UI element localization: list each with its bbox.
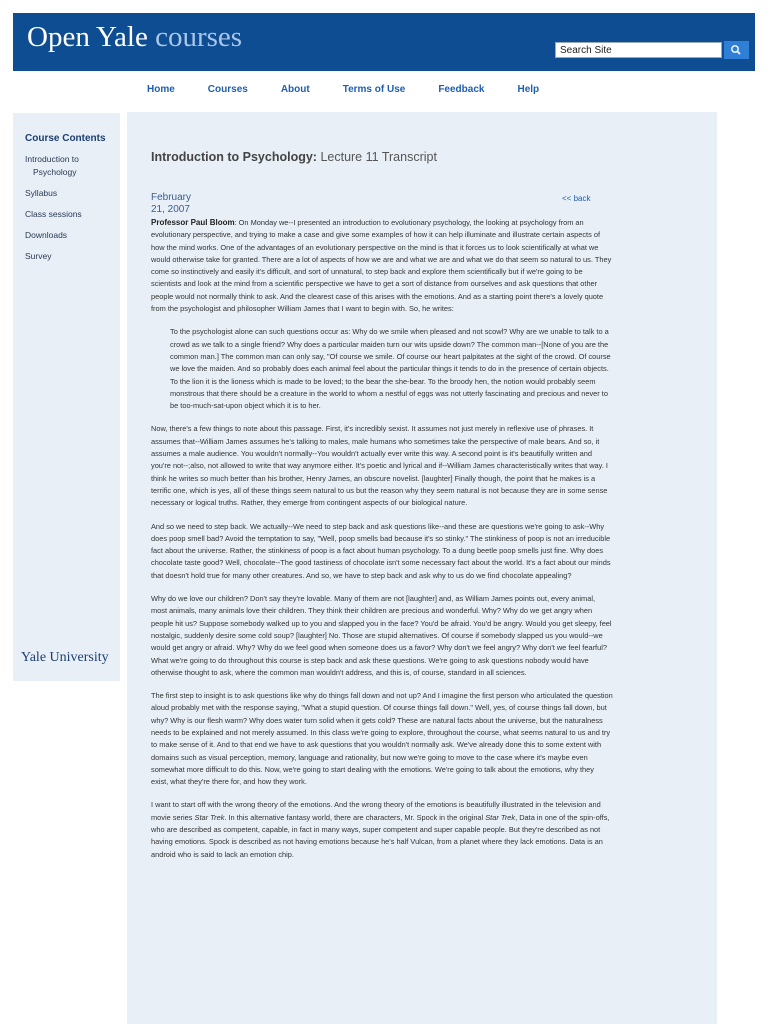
transcript-paragraph — [151, 799, 613, 860]
sidebar-item-downloads[interactable]: Downloads — [25, 230, 68, 240]
sidebar-menu — [25, 153, 115, 271]
course-title: Introduction to Psychology: — [151, 150, 317, 164]
sidebar-item-label-cont: Psychology — [33, 167, 77, 177]
transcript-paragraph: The first step to insight is to ask questions like why do things fall down and not up? And I imagine the first person who articulated the question aloud probably met with the response saying, "What a stupid question. Of course things fall down." Well, yes, of course things fall down, but why? Why is our flesh warm? Why does water turn solid when it gets cold? These are natural facts about the universe, but the naturalness needs to be explained and not merely assumed. In this class we're going to explore, throughout the course, what seems natural to us and try to make sense of it. And to that end we have to ask questions that you wouldn't normally ask. We've already done this to some extent with domains such as visual perception, memory, language and rationality, but now we're going to move to the case where it's maybe even somewhat more difficult to do this. Now, we're going to start dealing with the emotions. We're going to talk about the emotions, why they exist, what they're there for, and how they work. — [151, 691, 613, 787]
transcript-paragraph: And so we need to step back. We actually--We need to step back and ask questions like--and these are questions we're going to ask--Why does poop smell bad? Avoid the temptation to say, "Well, poop smells bad because it's so stinky." The stinkiness of poop is not an irreducible fact about the universe. Rather, the stinkiness of poop is a fact about human psychology. To a dung beetle poop smells just fine. Why does chocolate taste good? Well, chocolate--The good tastiness of chocolate isn't some necessary fact about the world. It's a fact about our minds that doesn't hold true for many other creatures. And so, we have to step back and ask why to us do we find chocolate appealing? — [151, 521, 611, 580]
nav-feedback[interactable]: Feedback — [438, 84, 485, 95]
paragraph-text: , Data in one of the spin-offs, who are described as competent, capable, in fact in many ways, super competent and super capable people. But they're described as not having emotions. Spock is described as not having emotions because he's half Vulcan, from a planet where they lack emotions. Data is an android who is said to lack an emotion chip. — [151, 812, 610, 859]
open-yale-courses-logo[interactable] — [27, 21, 242, 54]
paragraph-text: . In this alternative fantasy world, there are characters, Mr. Spock in the original — [224, 812, 486, 822]
transcript-body — [151, 217, 613, 872]
block-quote: To the psychologist alone can such questions occur as: Why do we smile when pleased and not scowl? Why are we unable to talk to a crowd as we talk to a single friend? Why does a particular maiden turn our wits upside down? The common man--[None of you are the common man.] The common man can only say, "Of course we smile. Of course our heart palpitates at the sight of the crowd. Of course we love the maiden. And so probably does each animal feel about the particular things it tends to do in the presence of certain objects. To the lion it is the lioness which is made to be loved; to the bear the she-bear. To the broody hen, the notion would probably seem monstrous that there should be a creature in the world to whom a nestful of eggs was not utterly fascinating and precious and never to be too-much-sat-upon object which it is to her. — [170, 327, 611, 411]
sidebar-item-introduction-to-psychology[interactable] — [25, 153, 115, 179]
sidebar — [13, 113, 120, 681]
search-input[interactable] — [555, 42, 722, 58]
star-trek-title: Star Trek — [485, 812, 516, 822]
back-link[interactable]: << back — [562, 194, 591, 203]
main-content — [127, 112, 717, 1024]
transcript-paragraph: Why do we love our children? Don't say they're lovable. Many of them are not [laughter] and, as William James points out, every animal, most animals, many animals love their children. They think their children are precious and wonderful. Why? Why do we get angry when people hit us? Suppose somebody walked up to you and slapped you in the face? You'd be afraid. You'd be angry. Would you get sleepy, feel nostalgic, suddenly desire some cold soup? [laughter] No. Those are stupid alternatives. Of course if somebody slapped us you would--we would get angry or afraid. Why? Why do we feel good when someone does us a favor? Why don't we feel angry? Why don't we feel fearful? What we're going to do throughout this course is step back and ask these questions. We're going to ask questions nobody would have otherwise thought to ask, where the common man wouldn't address, and this is, of course, standard in all sciences. — [151, 594, 612, 677]
nav-home[interactable]: Home — [147, 84, 175, 95]
lecture-title: Lecture 11 Transcript — [316, 150, 437, 164]
top-navigation — [147, 84, 572, 95]
lecture-date: February 21, 2007 — [151, 192, 192, 215]
paragraph-text: : On Monday we--I presented an introduction to evolutionary psychology, the looking at psychology from an evolutionary perspective, and trying to make a case and give some examples of how it can help illuminate and illustrate certain aspects of how the mind works. One of the advantages of an evolutionary perspective on the mind is that it forces us to look scientifically at what we would otherwise take for granted. There are a lot of aspects of how we are and what we are and what we do that seem so natural to us. They come so instinctively and easily it's difficult, and sort of unnatural, to step back and explore them scientifically but if we're going to be scientists and look at the mind from a scientific perspective we have to get a sort of distance from ourselves and ask questions that other people would not normally think to ask. And the clearest case of this arises with the emotions. And as a starting point there's a lovely quote from the psychologist and philosopher William James that I want to begin with. So, he writes: — [151, 218, 612, 314]
sidebar-item-class-sessions[interactable]: Class sessions — [25, 209, 82, 219]
logo-accent-text: courses — [155, 21, 243, 53]
logo-main-text: Open Yale — [27, 21, 156, 53]
transcript-paragraph — [151, 217, 613, 315]
sidebar-item-syllabus[interactable]: Syllabus — [25, 188, 58, 198]
sidebar-item-survey[interactable]: Survey — [25, 251, 52, 261]
site-header — [13, 13, 755, 71]
search-button[interactable] — [724, 41, 749, 59]
transcript-paragraph: Now, there's a few things to note about this passage. First, it's incredibly sexist. It assumes not just merely in reflexive use of phrases. It assumes that--William James assumes he's talking to males, male humans who sometimes take the perspective of male bears. And so, it assumes a male audience. You wouldn't normally--You wouldn't actually ever write this way. A second point is it's beautifully written and you're not--;also, not allowed to write that way anymore either. It's poetic and lyrical and if--William James characteristically writes that way. I think he writes so much better than his brother, Henry James, an obscure novelist. [laughter] Finally though, the point that he makes is a terrific one, which is yes, all of these things seem natural to us but the reason why they seem natural is not because they are in some sense necessary or logical truths. Rather, they emerge from contingent aspects of our biological nature. — [151, 424, 608, 508]
nav-help[interactable]: Help — [517, 84, 540, 95]
page-title — [151, 150, 437, 164]
nav-courses[interactable]: Courses — [207, 84, 248, 95]
paragraph-text: I want to start off with the wrong theory of the emotions. And the wrong theory of the emotions is beautifully illustrated in the television and movie series — [151, 800, 601, 822]
nav-terms-of-use[interactable]: Terms of Use — [342, 84, 406, 95]
yale-university-logo[interactable]: Yale University — [21, 650, 109, 665]
speaker-name: Professor Paul Bloom — [151, 218, 235, 227]
magnifier-icon — [724, 41, 749, 59]
sidebar-title: Course Contents — [25, 133, 106, 144]
nav-about[interactable]: About — [280, 84, 310, 95]
star-trek-title: Star Trek — [194, 812, 225, 822]
sidebar-item-label: Introduction to — [25, 154, 79, 164]
